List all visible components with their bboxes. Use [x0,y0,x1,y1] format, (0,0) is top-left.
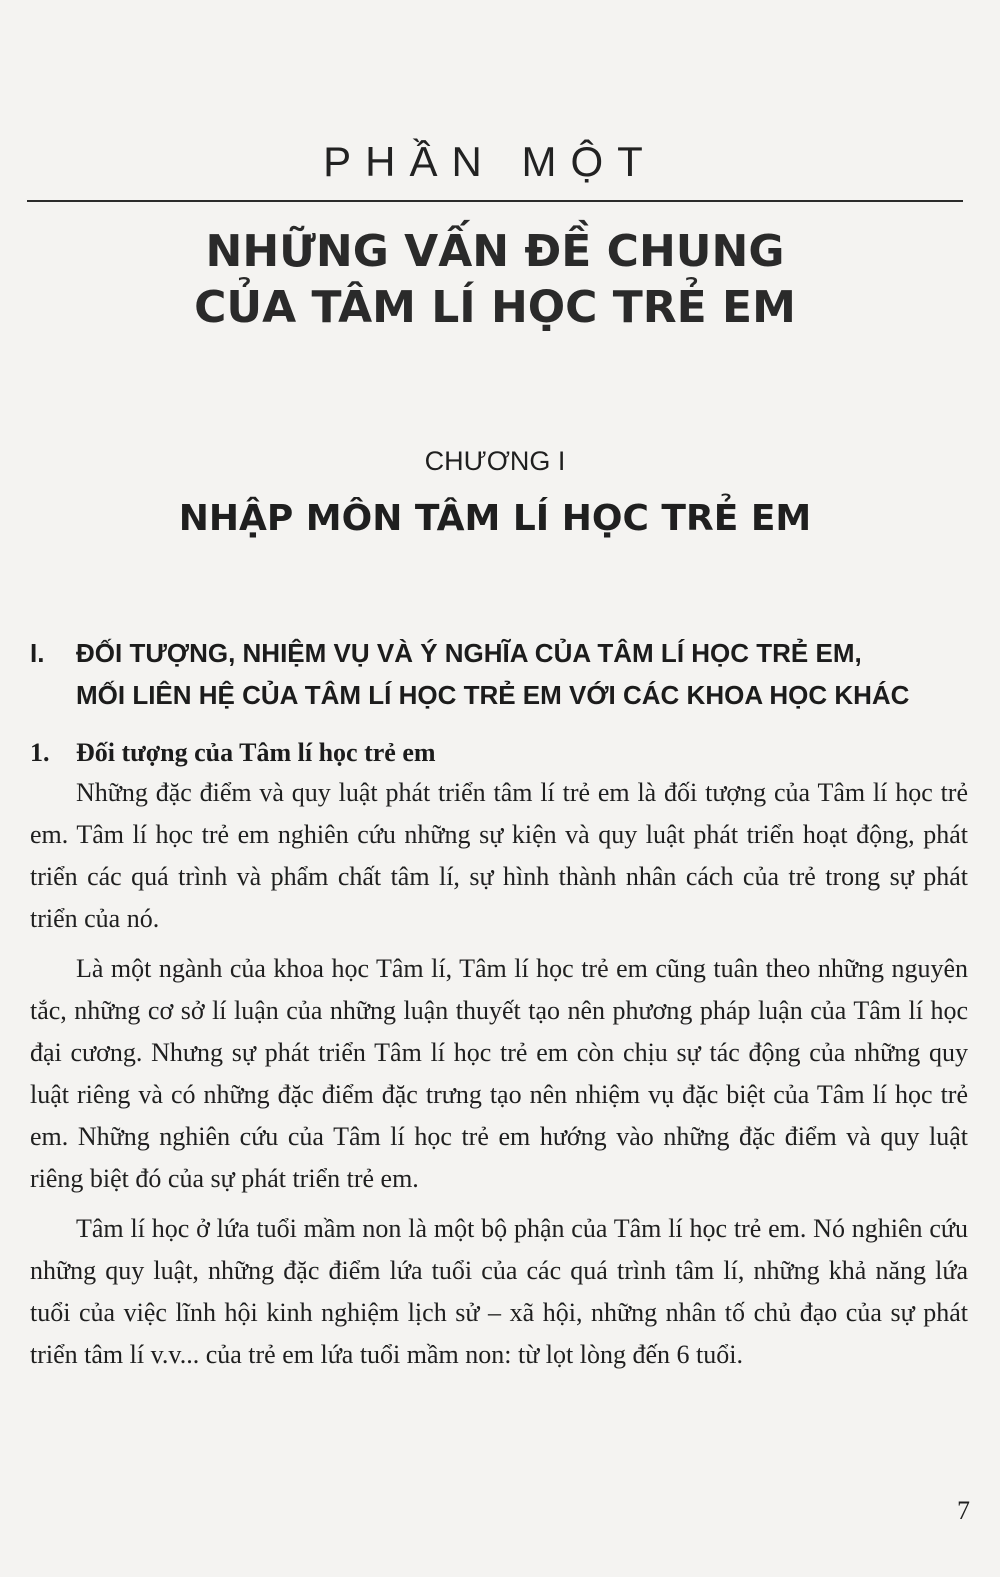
paragraph-2: Là một ngành của khoa học Tâm lí, Tâm lí học trẻ em cũng tuân theo những nguyên tắc, những cơ sở lí luận của những luận thuyết tạo nên phương pháp luận của Tâm lí học đại cương. Nhưng sự phát triển Tâm lí học trẻ em còn chịu sự tác động của những quy luật riêng và có những đặc điểm đặc trưng tạo nên nhiệm vụ đặc biệt của Tâm lí học trẻ em. Những nghiên cứu của Tâm lí học trẻ em hướng vào những đặc điểm và quy luật riêng biệt đó của sự phát triển trẻ em. [30,954,968,1193]
part-title-line-1: NHỮNG VẤN ĐỀ CHUNG [205,226,785,277]
paragraph-3: Tâm lí học ở lứa tuổi mầm non là một bộ phận của Tâm lí học trẻ em. Nó nghiên cứu những quy luật, những đặc điểm lứa tuổi của các quá trình tâm lí, những khả năng lứa tuổi của việc lĩnh hội kinh nghiệm lịch sử – xã hội, những nhân tố chủ đạo của sự phát triển tâm lí v.v... của trẻ em lứa tuổi mầm non: từ lọt lòng đến 6 tuổi. [30,1214,968,1369]
section-title-line-1: ĐỐI TƯỢNG, NHIỆM VỤ VÀ Ý NGHĨA CỦA TÂM LÍ HỌC TRẺ EM, [76,638,862,668]
part-title-line-2: CỦA TÂM LÍ HỌC TRẺ EM [194,282,796,333]
subsection-number: 1. [30,738,50,767]
subsection-heading [30,738,970,768]
paragraph-1: Những đặc điểm và quy luật phát triển tâm lí trẻ em là đối tượng của Tâm lí học trẻ em. Tâm lí học trẻ em nghiên cứu những sự kiện và quy luật phát triển hoạt động, phát triển các quá trình và phẩm chất tâm lí, sự hình thành nhân cách của trẻ trong sự phát triển của nó. [30,778,968,933]
part-label: PHẦN MỘT [323,138,657,185]
section-number: I. [30,638,45,668]
subsection-title: Đối tượng của Tâm lí học trẻ em [76,738,436,767]
body-text [30,772,968,1376]
chapter-title: NHẬP MÔN TÂM LÍ HỌC TRẺ EM [178,498,812,539]
page-number: 7 [957,1496,970,1525]
section-heading [30,632,970,716]
header-rule [27,200,963,202]
chapter-label: CHƯƠNG I [424,446,566,476]
section-title-line-2: MỐI LIÊN HỆ CỦA TÂM LÍ HỌC TRẺ EM VỚI CÁC KHOA HỌC KHÁC [76,680,910,710]
part-title [0,224,990,336]
